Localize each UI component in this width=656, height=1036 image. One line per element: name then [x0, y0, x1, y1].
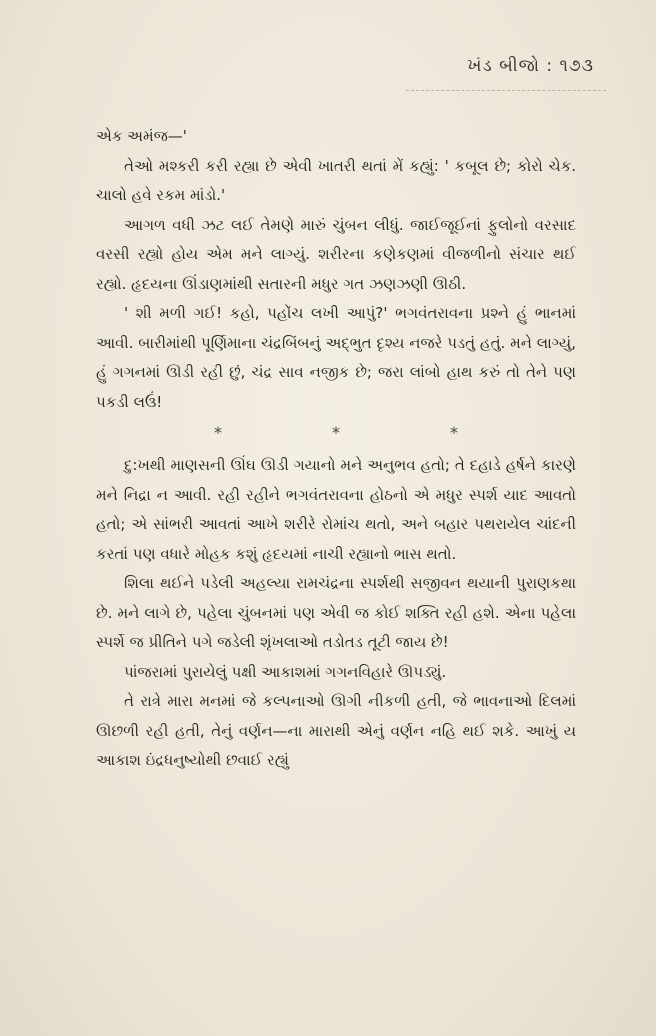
paragraph: તેઓ મશ્કરી કરી રહ્યા છે એવી ખાતરી થતાં મેં કહ્યું: ' કબૂલ છે; કોરો ચેક. ચાલો હવે રકમ માંડો.' — [96, 156, 576, 204]
paragraph: ' શી મળી ગઈ! કહો, પહોંચ લખી આપું?' ભગવંતરાવના પ્રશ્ને હું ભાનમાં આવી. બારીમાંથી પૂર્ણિમાના ચંદ્રબિંબનું અદ્ભુત દૃશ્ય નજરે પડતું હતું. મને લાગ્યું, હું ગગનમાં ઊડી રહી છું, ચંદ્ર સાવ નજીક છે; જરા લાંબો હાથ કરું તો તેને પણ પકડી લઉં! — [96, 304, 576, 411]
running-head-rule — [406, 84, 606, 91]
body-text — [96, 122, 576, 776]
scene-break — [96, 419, 576, 447]
scene-break-star: * — [214, 423, 222, 442]
paragraph: શિલા થઈને પડેલી અહલ્યા રામચંદ્રના સ્પર્શથી સજીવન થયાની પુરાણકથા છે. મને લાગે છે, પહેલા ચુંબનમાં પણ એવી જ કોઈ શક્તિ રહી હશે. એના પહેલા સ્પર્શે જ પ્રીતિને પગે જડેલી શૃંખલાઓ તડોતડ તૂટી જાય છે! — [96, 574, 576, 651]
running-head: ખંડ બીજો : ૧૭૩ — [467, 56, 594, 76]
paragraph: પાંજરામાં પુરાયેલું પક્ષી આકાશમાં ગગનવિહારે ઊપડ્યું. — [124, 662, 447, 681]
paragraph: આગળ વધી ઝટ લઈ તેમણે મારું ચુંબન લીધું. જાઈજૂઈનાં ફુલોનો વરસાદ વરસી રહ્યો હોય એમ મને લાગ્યું. શરીરના કણેકણમાં વીજળીનો સંચાર થઈ રહ્યો. હૃદયના ઊંડાણમાંથી સતારની મધુર ગત ઝણઝણી ઊઠી. — [96, 215, 576, 293]
scene-break-star: * — [332, 423, 340, 442]
paragraph: તે રાત્રે મારા મનમાં જે કલ્પનાઓ ઊગી નીકળી હતી, જે ભાવનાઓ દિલમાં ઊછળી રહી હતી, તેનું વર્ણન—ના મારાથી એનું વર્ણન નહિ થઈ શકે. આખું ય આકાશ ઇંદ્રધનુષ્યોથી છવાઈ રહ્યું — [96, 692, 576, 769]
paragraph: એક અમંજ—' — [96, 127, 187, 145]
scene-break-star: * — [450, 423, 458, 442]
paragraph: દુ:ખથી માણસની ઊંઘ ઊડી ગયાનો મને અનુભવ હતો; તે દહાડે હર્ષને કારણે મને નિદ્રા ન આવી. રહી રહીને ભગવંતરાવના હોઠનો એ મધુર સ્પર્શ યાદ આવતો હતો; એ સાંભરી આવતાં આખે શરીરે રોમાંચ થતો, અને બહાર પથરાયેલ ચાંદની કરતાં પણ વધારે મોહક કશું હૃદયમાં નાચી રહ્યાનો ભાસ થતો. — [96, 456, 576, 563]
